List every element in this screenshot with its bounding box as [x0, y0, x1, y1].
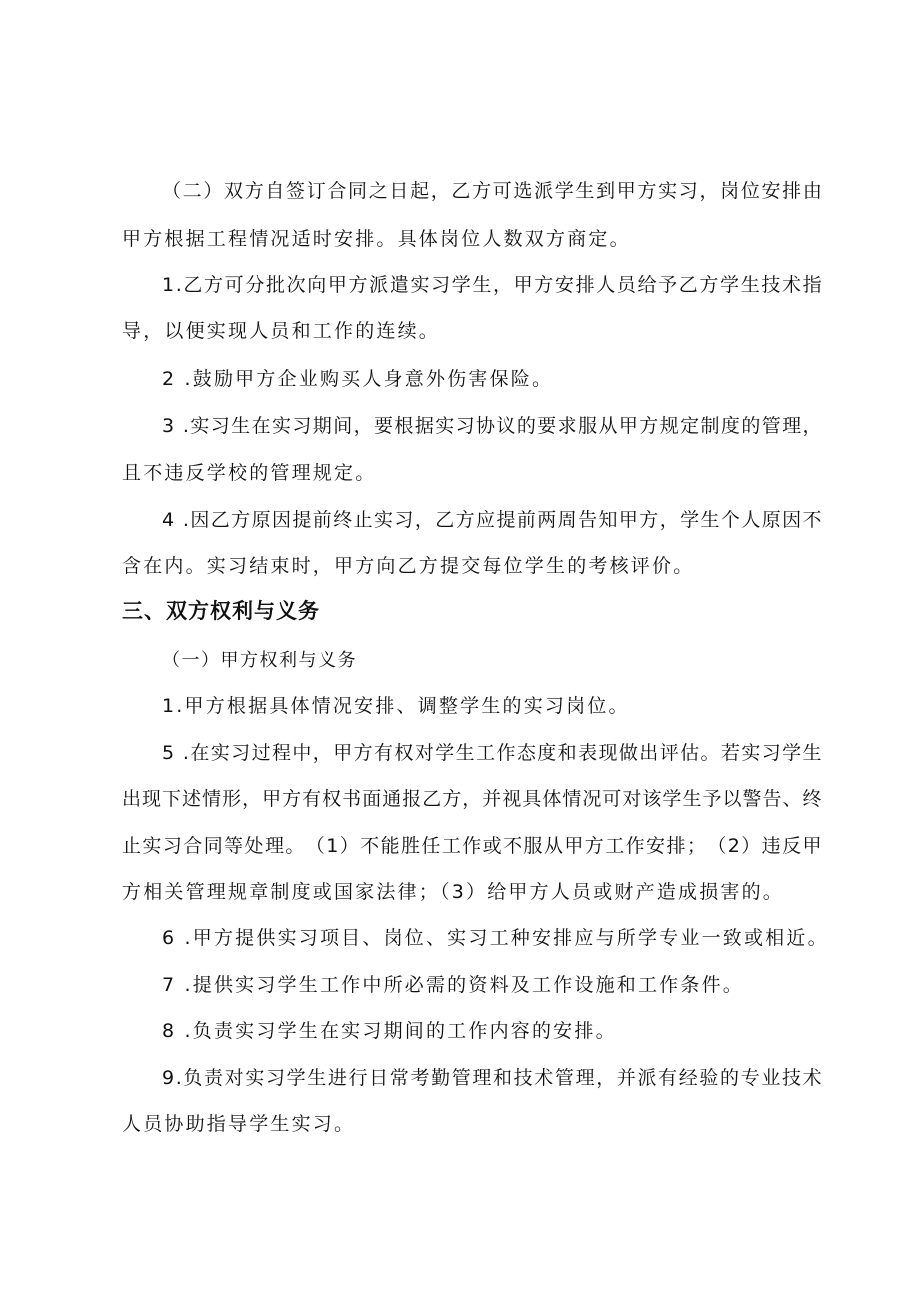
- paragraph-line: （ 二 ） 双 方 自 签 订 合 同 之 日 起 ， 乙 方 可 选 派 学 生 到 甲 方 实 习 ， 岗 位 安 排 由: [162, 180, 822, 202]
- paragraph-line: 5 . 在 实 习 过 程 中 ， 甲 方 有 权 对 学 生 工 作 态 度 和 表 现 做 出 评 估 。 若 实 习 学 生: [162, 742, 822, 764]
- paragraph-line: 1.甲方根据具体情况安排、调整学生的实习岗位。: [162, 695, 630, 717]
- paragraph-line: 7 .提供实习学生工作中所必需的资料及工作设施和工作条件。: [162, 974, 744, 996]
- paragraph-line: 6 .甲方提供实习项目、岗位、实习工种安排应与所学专业一致或相近。: [162, 927, 829, 949]
- section-heading: 三、双方权利与义务: [122, 599, 320, 623]
- paragraph-line: 8 .负责实习学生在实习期间的工作内容的安排。: [162, 1020, 617, 1042]
- paragraph-line: 1 . 乙 方 可 分 批 次 向 甲 方 派 遣 实 习 学 生 ， 甲 方 安 排 人 员 给 予 乙 方 学 生 技 术 指: [162, 274, 822, 296]
- paragraph-line: 3 . 实 习 生 在 实 习 期 间 ， 要 根 据 实 习 协 议 的 要 求 服 从 甲 方 规 定 制 度 的 管 理 ，: [162, 415, 822, 437]
- paragraph-line: 4 . 因 乙 方 原 因 提 前 终 止 实 习 ， 乙 方 应 提 前 两 周 告 知 甲 方 ， 学 生 个 人 原 因 不: [162, 509, 822, 531]
- paragraph-line: 导，以便实现人员和工作的连续。: [122, 320, 441, 342]
- paragraph-line: 甲方根据工程情况适时安排。具体岗位人数双方商定。: [122, 228, 631, 250]
- paragraph-line: 9 . 负 责 对 实 习 学 生 进 行 日 常 考 勤 管 理 和 技 术 管 理 ， 并 派 有 经 验 的 专 业 技 术: [162, 1067, 822, 1089]
- subsection-heading: （一）甲方权利与义务: [162, 650, 357, 671]
- paragraph-line: 2 .鼓励甲方企业购买人身意外伤害保险。: [162, 368, 554, 390]
- paragraph-line: 且不违反学校的管理规定。: [122, 462, 377, 484]
- paragraph-line: 止 实 习 合 同 等 处 理 。 （ 1 ） 不 能 胜 任 工 作 或 不 服 从 甲 方 工 作 安 排 ； （ 2 ） 违 反 甲: [122, 835, 822, 857]
- paragraph-line: 人员协助指导学生实习。: [122, 1113, 356, 1135]
- paragraph-line: 含在内。实习结束时，甲方向乙方提交每位学生的考核评价。: [122, 555, 695, 577]
- paragraph-line: 方相关管理规章制度或国家法律；（3）给甲方人员或财产造成损害的。: [122, 881, 784, 903]
- paragraph-line: 出 现 下 述 情 形 ， 甲 方 有 权 书 面 通 报 乙 方 ， 并 视 具 体 情 况 可 对 该 学 生 予 以 警 告 、 终: [122, 788, 822, 810]
